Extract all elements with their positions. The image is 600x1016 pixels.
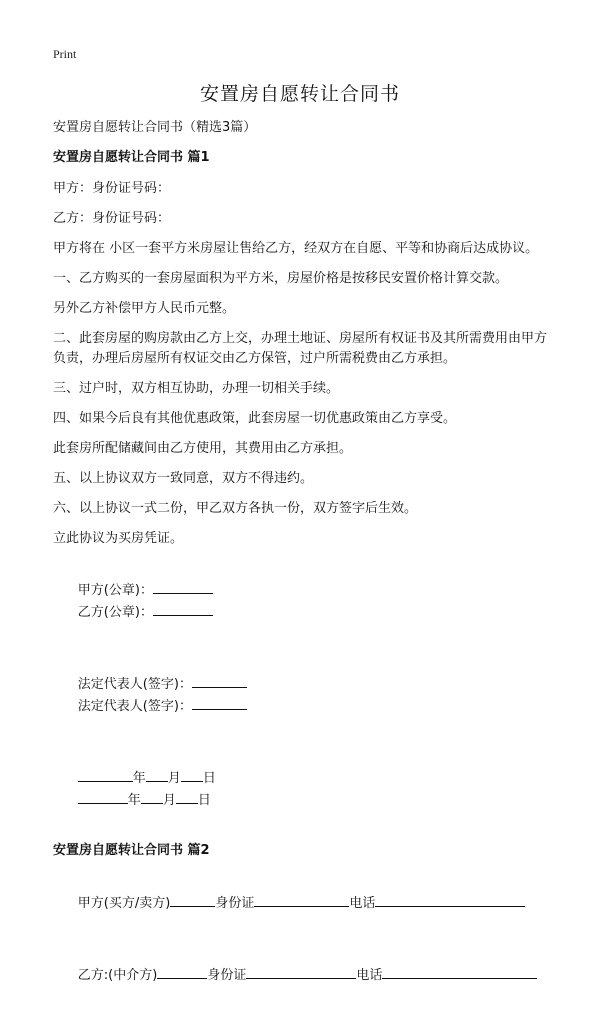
- rep-b-label: 法定代表人(签字)：: [77, 699, 192, 714]
- clause-6: 六、以上协议一式二份，甲乙双方各执一份，双方签字后生效。: [53, 501, 418, 516]
- s2-id-a-label: 身份证: [215, 896, 255, 911]
- rep-a-blank: [192, 673, 247, 688]
- s2-phone-b-label: 电话: [356, 968, 383, 983]
- clause-1: 一、乙方购买的一套房屋面积为平方米，房屋价格是按移民安置价格计算交款。: [53, 271, 509, 286]
- s2-party-b-blank: [157, 964, 207, 979]
- s2-phone-a-label: 电话: [349, 896, 376, 911]
- month-b-label: 月: [162, 793, 176, 808]
- date-line: [53, 747, 553, 831]
- s2-party-b-label: 乙方:(中介方): [77, 968, 158, 983]
- s2-party-a-blank: [170, 892, 215, 907]
- month-a-label: 月: [167, 771, 181, 786]
- document-title: 安置房自愿转让合同书: [199, 83, 400, 105]
- seal-a-blank: [153, 579, 213, 594]
- storage-clause: 此套房所配储藏间由乙方使用，其费用由乙方承担。: [53, 441, 353, 456]
- seal-a-label: 甲方(公章)：: [77, 583, 153, 598]
- seal-line: [53, 559, 553, 643]
- year-a-label: 年: [132, 771, 146, 786]
- s2-id-b-label: 身份证: [207, 968, 247, 983]
- seal-b-blank: [153, 601, 213, 616]
- document-body: [53, 118, 553, 1016]
- day-a-label: 日: [202, 771, 216, 786]
- clause-4: 四、如果今后良有其他优惠政策，此套房屋一切优惠政策由乙方享受。: [53, 411, 457, 426]
- month-a-blank: [146, 767, 168, 782]
- document-subtitle: 安置房自愿转让合同书（精选3篇）: [53, 120, 257, 135]
- s2-id-b-blank: [246, 964, 356, 979]
- s2-party-a-label: 甲方(买方/卖方): [77, 896, 171, 911]
- year-b-label: 年: [127, 793, 141, 808]
- rep-b-blank: [192, 695, 247, 710]
- intro-paragraph: 甲方将在 小区一套平方米房屋让售给乙方，经双方在自愿、平等和协商后达成协议。: [53, 241, 539, 256]
- day-a-blank: [181, 767, 203, 782]
- print-label: Print: [53, 47, 77, 61]
- closing-statement: 立此协议为买房凭证。: [53, 531, 184, 546]
- clause-2: 二、此套房屋的购房款由乙方上交，办理土地证、房屋所有权证书及其所需费用由甲方负责，办理后房屋所有权证交由乙方保管，过户所需税费由乙方承担。: [53, 331, 548, 366]
- clause-3: 三、过户时，双方相互协助，办理一切相关手续。: [53, 381, 340, 396]
- s2-phone-a-blank: [375, 892, 525, 907]
- year-b-blank: [78, 789, 128, 804]
- s2-id-a-blank: [254, 892, 349, 907]
- party-a-line: 甲方：身份证号码：: [53, 181, 171, 196]
- party-b-line: 乙方：身份证号码：: [53, 211, 171, 226]
- section1-heading: 安置房自愿转让合同书 篇1: [53, 150, 210, 165]
- representative-line: [53, 653, 553, 737]
- s2-phone-b-blank: [382, 964, 537, 979]
- section2-party-a-line: [53, 872, 553, 934]
- clause-5: 五、以上协议双方一致同意，双方不得违约。: [53, 471, 314, 486]
- seal-b-label: 乙方(公章)：: [77, 605, 153, 620]
- section2-party-b-line: [53, 944, 553, 1006]
- month-b-blank: [141, 789, 163, 804]
- day-b-blank: [176, 789, 198, 804]
- extra-compensation: 另外乙方补偿甲方人民币元整。: [53, 301, 236, 316]
- section2-heading: 安置房自愿转让合同书 篇2: [53, 843, 210, 858]
- rep-a-label: 法定代表人(签字)：: [77, 677, 192, 692]
- year-a-blank: [78, 767, 133, 782]
- day-b-label: 日: [197, 793, 211, 808]
